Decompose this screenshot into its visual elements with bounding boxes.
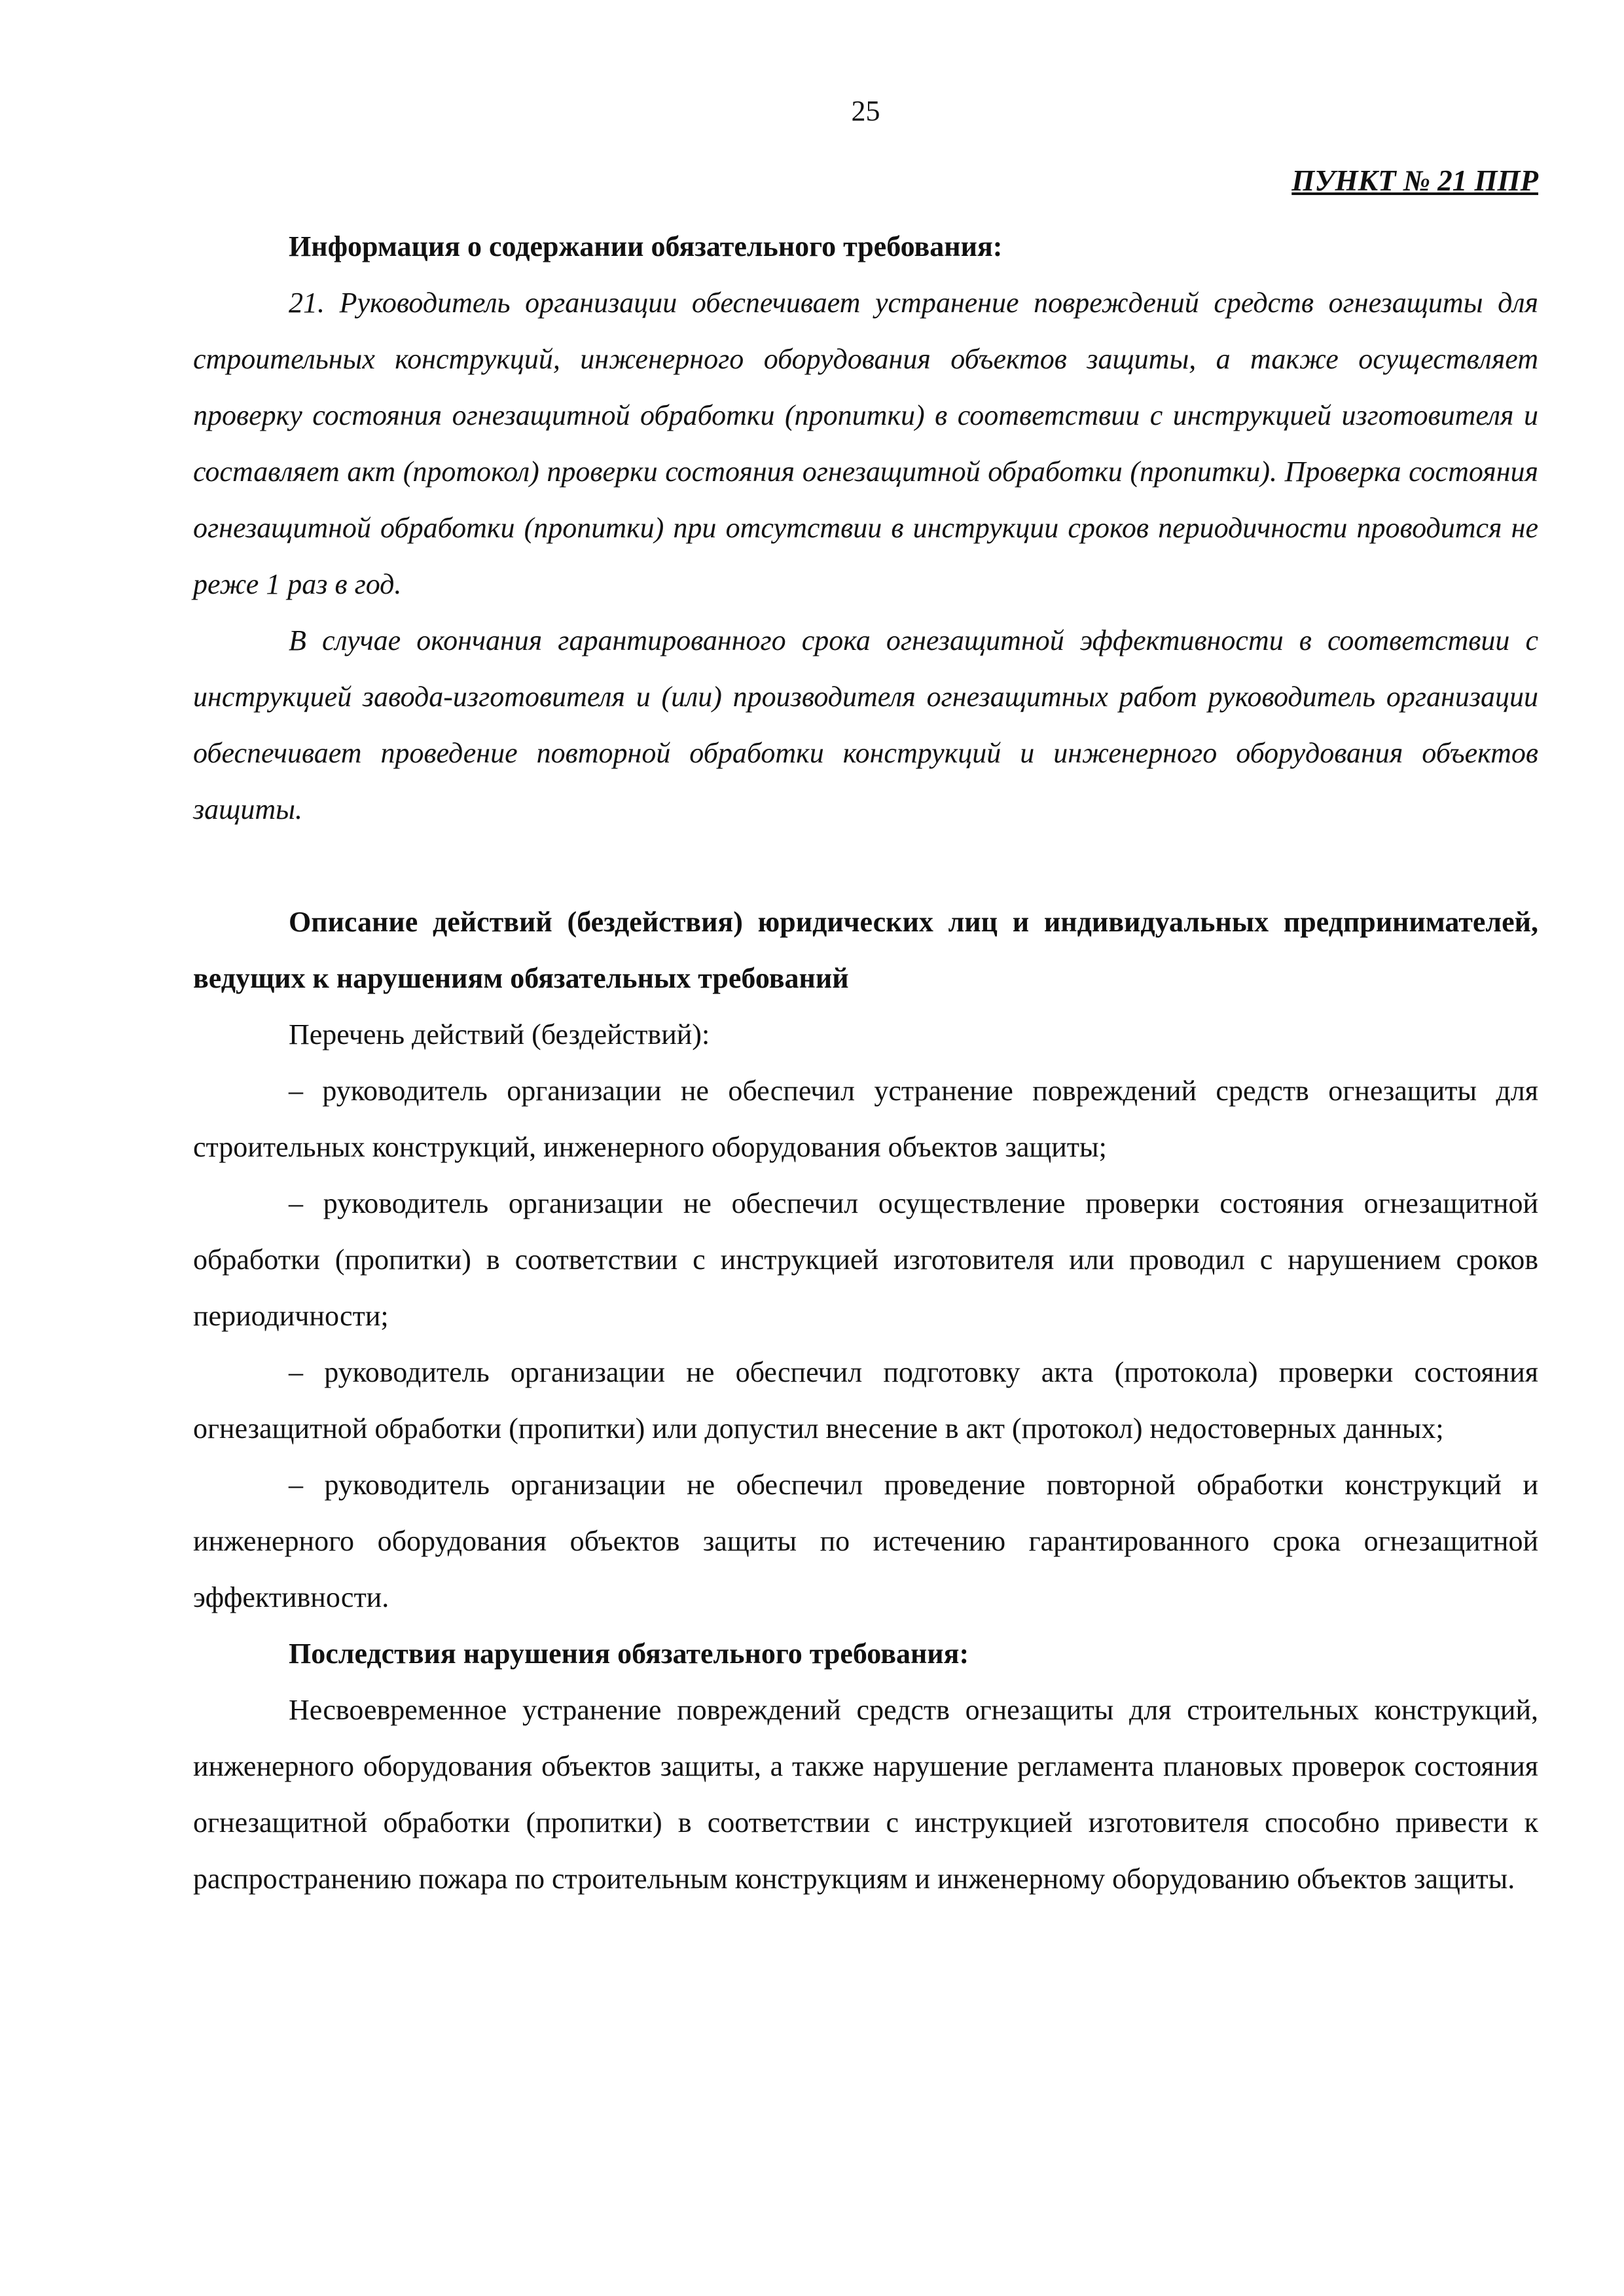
section-spacer: [193, 838, 1538, 894]
action-item: – руководитель организации не обеспечил проведение повторной обработки конструкций и инженерного оборудования объектов защиты по истечению гарантированного срока огнезащитной эффективности.: [193, 1469, 1538, 1613]
consequences-heading: Последствия нарушения обязательного требования:: [289, 1638, 969, 1670]
action-item: – руководитель организации не обеспечил подготовку акта (протокола) проверки состояния огнезащитной обработки (пропитки) или допустил внесение в акт (протокол) недостоверных данных;: [193, 1356, 1538, 1444]
section-title: ПУНКТ № 21 ППР: [1291, 164, 1538, 197]
actions-list-label: Перечень действий (бездействий):: [289, 1018, 710, 1050]
actions-heading: Описание действий (бездействия) юридических лиц и индивидуальных предпринимателей, ведущих к нарушениям обязательных требований: [193, 906, 1538, 994]
document-page: [193, 92, 1538, 1907]
info-heading: Информация о содержании обязательного требования:: [289, 230, 1003, 262]
action-item: – руководитель организации не обеспечил устранение повреждений средств огнезащиты для строительных конструкций, инженерного оборудования объектов защиты;: [193, 1075, 1538, 1163]
action-item: – руководитель организации не обеспечил осуществление проверки состояния огнезащитной обработки (пропитки) в соответствии с инструкцией изготовителя или проводил с нарушением сроков периодичности;: [193, 1187, 1538, 1332]
requirement-paragraph-2: В случае окончания гарантированного срока огнезащитной эффективности в соответствии с инструкцией завода-изготовителя и (или) производителя огнезащитных работ руководитель организации обеспечивает проведение повторной обработки конструкций и инженерного оборудования объектов защиты.: [193, 624, 1538, 825]
requirement-paragraph-1: 21. Руководитель организации обеспечивает устранение повреждений средств огнезащиты для строительных конструкций, инженерного оборудования объектов защиты, а также осуществляет проверку состояния огнезащитной обработки (пропитки) в соответствии с инструкцией изготовителя и составляет акт (протокол) проверки состояния огнезащитной обработки (пропитки). Проверка состояния огнезащитной обработки (пропитки) при отсутствии в инструкции сроков периодичности проводится не реже 1 раз в год.: [193, 287, 1538, 600]
consequences-text: Несвоевременное устранение повреждений средств огнезащиты для строительных конструкций, инженерного оборудования объектов защиты, а также нарушение регламента плановых проверок состояния огнезащитной обработки (пропитки) в соответствии с инструкцией изготовителя способно привести к распространению пожара по строительным конструкциям и инженерному оборудованию объектов защиты.: [193, 1694, 1538, 1895]
page-number: 25: [851, 95, 880, 127]
